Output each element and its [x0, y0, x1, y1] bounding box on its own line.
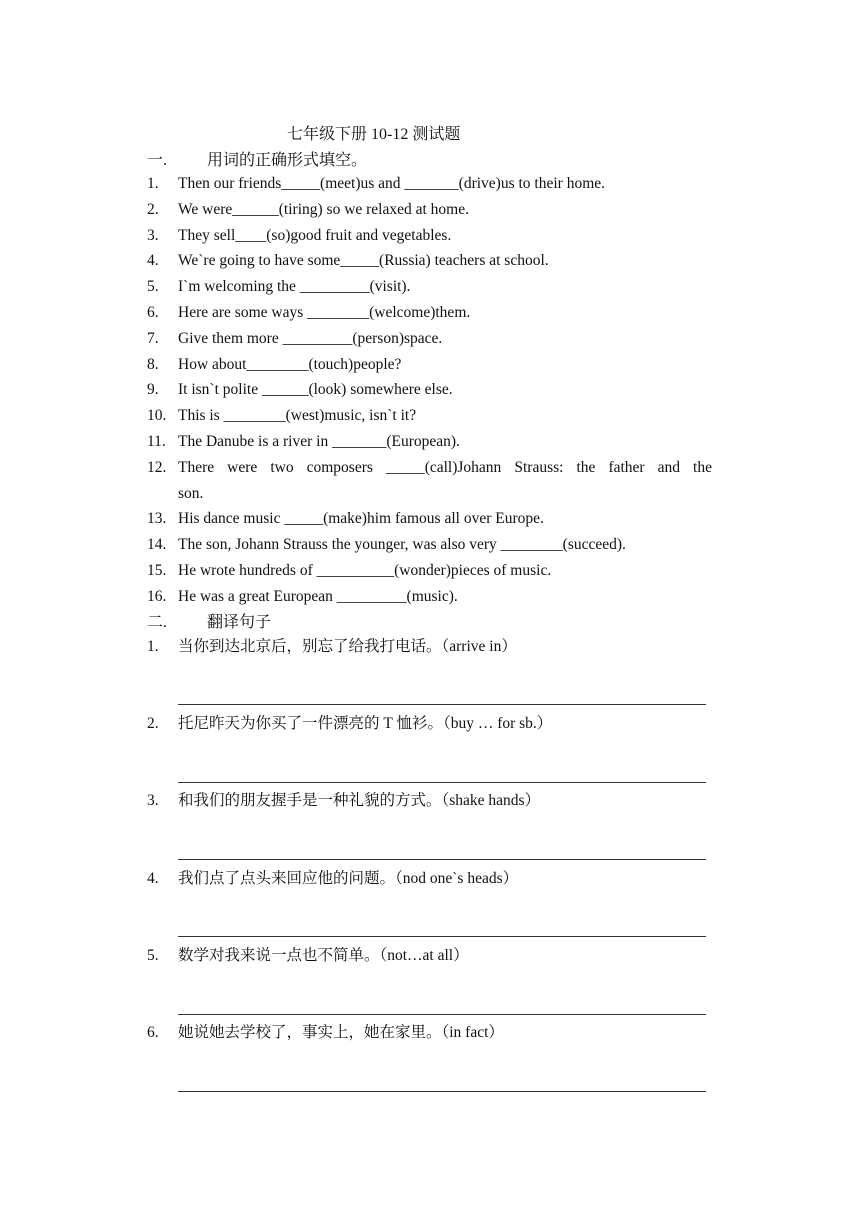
item-text: He wrote hundreds of __________(wonder)pieces of music.: [178, 561, 552, 579]
item-text: The Danube is a river in _______(European).: [178, 432, 460, 450]
item-number: 16.: [147, 587, 167, 605]
fill-in-item: [147, 558, 712, 584]
translation-item: [147, 943, 712, 968]
item-number: 1.: [147, 638, 159, 655]
fill-in-item: [147, 352, 712, 378]
translation-item: [147, 866, 712, 891]
item-text: It isn`t polite ______(look) somewhere else.: [178, 381, 453, 399]
item-number: 9.: [147, 381, 159, 399]
fill-in-item: [147, 532, 712, 558]
translation-item: [147, 788, 712, 813]
item-text: The son, Johann Strauss the younger, was also very ________(succeed).: [178, 536, 626, 554]
item-prompt: 托尼昨天为你买了一件漂亮的 T 恤衫。（buy … for sb.）: [178, 715, 553, 732]
fill-in-item: [147, 248, 712, 274]
item-prompt: 我们点了点头来回应他的问题。（nod one`s heads）: [178, 870, 519, 887]
item-number: 1.: [147, 175, 159, 192]
fill-in-list: [147, 171, 712, 610]
item-number: 14.: [147, 536, 167, 554]
item-prompt: 她说她去学校了，事实上，她在家里。（in fact）: [178, 1024, 504, 1041]
item-text: We were______(tiring) so we relaxed at home.: [178, 200, 469, 218]
fill-in-item: [147, 171, 712, 197]
item-number: 4.: [147, 252, 159, 270]
item-text: We`re going to have some_____(Russia) teachers at school.: [178, 252, 549, 270]
answer-line[interactable]: [178, 859, 706, 860]
item-number: 8.: [147, 355, 159, 373]
item-text: How about________(touch)people?: [178, 355, 402, 373]
section-1-number: 一.: [147, 152, 168, 169]
item-number: 5.: [147, 278, 159, 296]
translation-item: [147, 634, 712, 659]
answer-line[interactable]: [178, 1091, 706, 1092]
item-text: He was a great European _________(music).: [178, 587, 458, 605]
item-prompt: 和我们的朋友握手是一种礼貌的方式。（shake hands）: [178, 792, 541, 809]
item-number: 10.: [147, 407, 167, 425]
section-1-title: 用词的正确形式填空。: [207, 152, 368, 169]
fill-in-item: [147, 197, 712, 223]
fill-in-item: [147, 223, 712, 249]
answer-line[interactable]: [178, 782, 706, 783]
section-2-title: 翻译句子: [207, 614, 272, 631]
fill-in-item: [147, 506, 712, 532]
item-number: 7.: [147, 329, 159, 347]
item-number: 11.: [147, 432, 166, 450]
translation-item: [147, 1020, 712, 1045]
item-prompt: 当你到达北京后，别忘了给我打电话。（arrive in）: [178, 638, 517, 655]
item-text: Here are some ways ________(welcome)them.: [178, 303, 471, 321]
fill-in-item: [147, 377, 712, 403]
item-text: I`m welcoming the _________(visit).: [178, 278, 411, 296]
section-1-heading: [147, 147, 367, 170]
fill-in-item: [147, 403, 712, 429]
page-title: 七年级下册 10-12 测试题: [287, 126, 461, 143]
section-2-number: 二.: [147, 614, 168, 631]
item-number: 12.: [147, 458, 167, 476]
item-number: 2.: [147, 200, 159, 218]
fill-in-item: [147, 455, 712, 507]
item-prompt: 数学对我来说一点也不简单。（not…at all）: [178, 947, 469, 964]
item-number: 15.: [147, 561, 167, 579]
translation-item: [147, 711, 712, 736]
item-text: Then our friends_____(meet)us and _______(drive)us to their home.: [178, 175, 606, 192]
fill-in-item: [147, 300, 712, 326]
item-text: They sell____(so)good fruit and vegetables.: [178, 226, 452, 244]
item-number: 3.: [147, 792, 159, 809]
item-text-line-2: son.: [178, 484, 204, 502]
fill-in-item: [147, 584, 712, 610]
item-text: His dance music _____(make)him famous all over Europe.: [178, 510, 544, 528]
item-number: 3.: [147, 226, 159, 244]
item-number: 6.: [147, 303, 159, 321]
answer-line[interactable]: [178, 704, 706, 705]
answer-line[interactable]: [178, 1014, 706, 1015]
section-2-heading: [147, 609, 271, 632]
answer-line[interactable]: [178, 936, 706, 937]
item-number: 5.: [147, 947, 159, 964]
item-text: This is ________(west)music, isn`t it?: [178, 407, 417, 425]
fill-in-item: [147, 429, 712, 455]
item-number: 13.: [147, 510, 167, 528]
item-number: 6.: [147, 1024, 159, 1041]
fill-in-item: [147, 326, 712, 352]
item-number: 2.: [147, 715, 159, 732]
item-text: Give them more _________(person)space.: [178, 329, 443, 347]
item-text-line-1: There were two composers _____(call)Johann Strauss: the father and the: [178, 458, 712, 476]
item-number: 4.: [147, 870, 159, 887]
fill-in-item: [147, 274, 712, 300]
